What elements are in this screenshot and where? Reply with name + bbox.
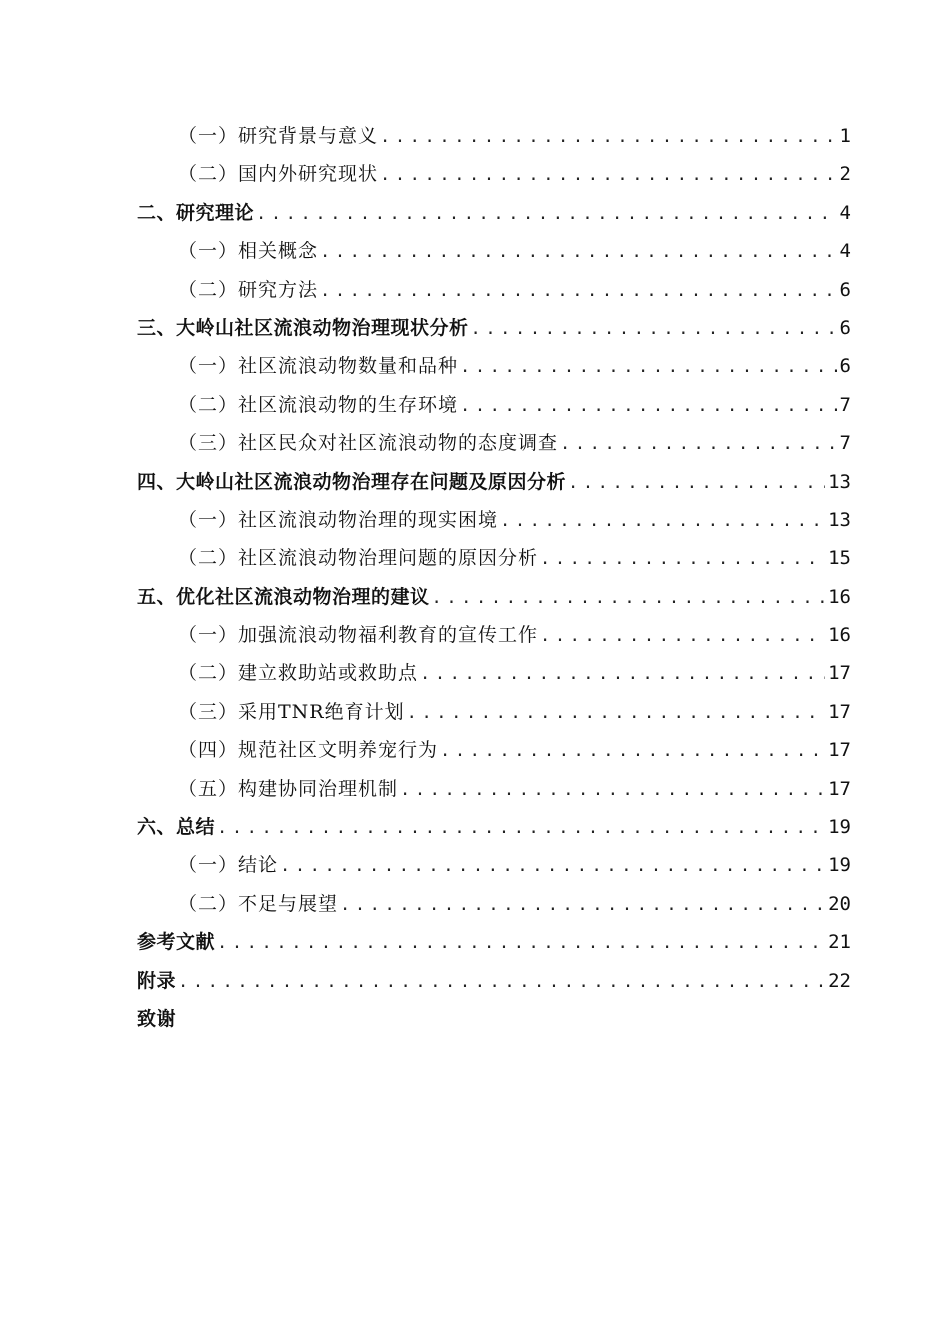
- toc-entry[interactable]: [137, 731, 851, 769]
- dot-leader: [500, 502, 825, 540]
- toc-entry[interactable]: [137, 539, 851, 577]
- toc-entry-title: （二）社区流浪动物治理问题的原因分析: [178, 547, 539, 570]
- toc-entry-page: 17: [828, 662, 851, 685]
- toc-entry-page: 17: [828, 739, 851, 762]
- dot-leader: [380, 156, 837, 194]
- toc-entry[interactable]: [137, 117, 851, 155]
- toc-entry[interactable]: [137, 923, 851, 961]
- dot-leader: [460, 387, 837, 425]
- toc-entry-page: 15: [828, 547, 851, 570]
- toc-entry-title: （三）采用TNR绝育计划: [178, 700, 405, 723]
- dot-leader: [178, 963, 825, 1001]
- dot-leader: [560, 425, 837, 463]
- toc-entry-title: 附录: [137, 969, 177, 992]
- dot-leader: [420, 655, 825, 693]
- toc-entry-title: 三、大岭山社区流浪动物治理现状分析: [137, 316, 469, 339]
- toc-entry[interactable]: [137, 501, 851, 539]
- toc-entry[interactable]: [137, 155, 851, 193]
- toc-entry-page: 7: [839, 432, 851, 455]
- dot-leader: [440, 732, 825, 770]
- toc-entry[interactable]: [137, 271, 851, 309]
- toc-entry-title: （一）相关概念: [178, 240, 319, 263]
- dot-leader: [340, 886, 825, 924]
- toc-entry[interactable]: [137, 693, 851, 731]
- toc-entry-page: 17: [828, 700, 851, 723]
- toc-entry-title: 五、优化社区流浪动物治理的建议: [137, 585, 430, 608]
- toc-entry-page: 21: [828, 931, 851, 954]
- toc-entry-title: （四）规范社区文明养宠行为: [178, 739, 439, 762]
- toc-entry[interactable]: [137, 232, 851, 270]
- dot-leader: [380, 118, 837, 156]
- toc-entry[interactable]: [137, 1000, 851, 1038]
- dot-leader: [400, 771, 825, 809]
- toc-entry[interactable]: [137, 309, 851, 347]
- toc-entry-title: 参考文献: [137, 931, 216, 954]
- toc-entry[interactable]: [137, 578, 851, 616]
- toc-entry-title: （一）社区流浪动物数量和品种: [178, 355, 459, 378]
- toc-entry-title: 二、研究理论: [137, 201, 255, 224]
- toc-entry-title: 致谢: [137, 1007, 177, 1030]
- toc-entry-title: （二）建立救助站或救助点: [178, 662, 419, 685]
- dot-leader: [320, 272, 837, 310]
- dot-leader: [460, 348, 837, 386]
- toc-entry-page: 4: [839, 201, 851, 224]
- toc-entry[interactable]: [137, 808, 851, 846]
- toc-entry[interactable]: [137, 194, 851, 232]
- toc-entry-page: 4: [839, 240, 851, 263]
- dot-leader: [217, 924, 825, 962]
- toc-entry[interactable]: [137, 654, 851, 692]
- toc-entry-page: 1: [839, 125, 851, 147]
- dot-leader: [280, 847, 825, 885]
- toc-entry-title: （一）结论: [178, 854, 279, 877]
- dot-leader: [320, 233, 837, 271]
- toc-entry-page: 20: [828, 892, 851, 915]
- toc-entry-title: （一）社区流浪动物治理的现实困境: [178, 508, 499, 531]
- toc-entry-title: （一）加强流浪动物福利教育的宣传工作: [178, 624, 539, 647]
- toc-entry-title: （三）社区民众对社区流浪动物的态度调查: [178, 432, 559, 455]
- toc-entry-title: （二）研究方法: [178, 278, 319, 301]
- toc-entry-page: 19: [828, 816, 851, 839]
- dot-leader: [432, 579, 826, 617]
- toc-entry-title: （二）社区流浪动物的生存环境: [178, 393, 459, 416]
- toc-entry[interactable]: [137, 962, 851, 1000]
- toc-entry-title: （一）研究背景与意义: [178, 125, 379, 147]
- toc-entry-page: 22: [828, 969, 851, 992]
- toc-entry-page: 2: [839, 163, 851, 186]
- toc-entry-title: （五）构建协同治理机制: [178, 777, 399, 800]
- dot-leader: [540, 617, 825, 655]
- toc-entry-page: 17: [828, 777, 851, 800]
- table-of-contents: [137, 117, 851, 1038]
- toc-entry[interactable]: [137, 846, 851, 884]
- toc-entry[interactable]: [137, 463, 851, 501]
- toc-entry[interactable]: [137, 770, 851, 808]
- toc-entry-title: （二）国内外研究现状: [178, 163, 379, 186]
- dot-leader: [540, 540, 825, 578]
- dot-leader: [407, 694, 826, 732]
- dot-leader: [217, 809, 825, 847]
- toc-entry[interactable]: [137, 424, 851, 462]
- toc-entry-page: 6: [839, 316, 851, 339]
- toc-entry-page: 13: [828, 470, 851, 493]
- toc-entry[interactable]: [137, 347, 851, 385]
- toc-entry-page: 6: [839, 355, 851, 378]
- dot-leader: [256, 195, 837, 233]
- toc-entry[interactable]: [137, 386, 851, 424]
- toc-entry-page: 7: [839, 393, 851, 416]
- toc-entry-page: 16: [828, 624, 851, 647]
- toc-entry-title: （二）不足与展望: [178, 892, 339, 915]
- toc-entry-title: 四、大岭山社区流浪动物治理存在问题及原因分析: [137, 470, 567, 493]
- toc-entry[interactable]: [137, 616, 851, 654]
- toc-entry-page: 19: [828, 854, 851, 877]
- toc-entry-page: 16: [828, 585, 851, 608]
- dot-leader: [568, 464, 825, 502]
- toc-entry-page: 13: [828, 508, 851, 531]
- toc-entry-title: 六、总结: [137, 816, 216, 839]
- dot-leader: [471, 310, 837, 348]
- toc-entry[interactable]: [137, 885, 851, 923]
- toc-entry-page: 6: [839, 278, 851, 301]
